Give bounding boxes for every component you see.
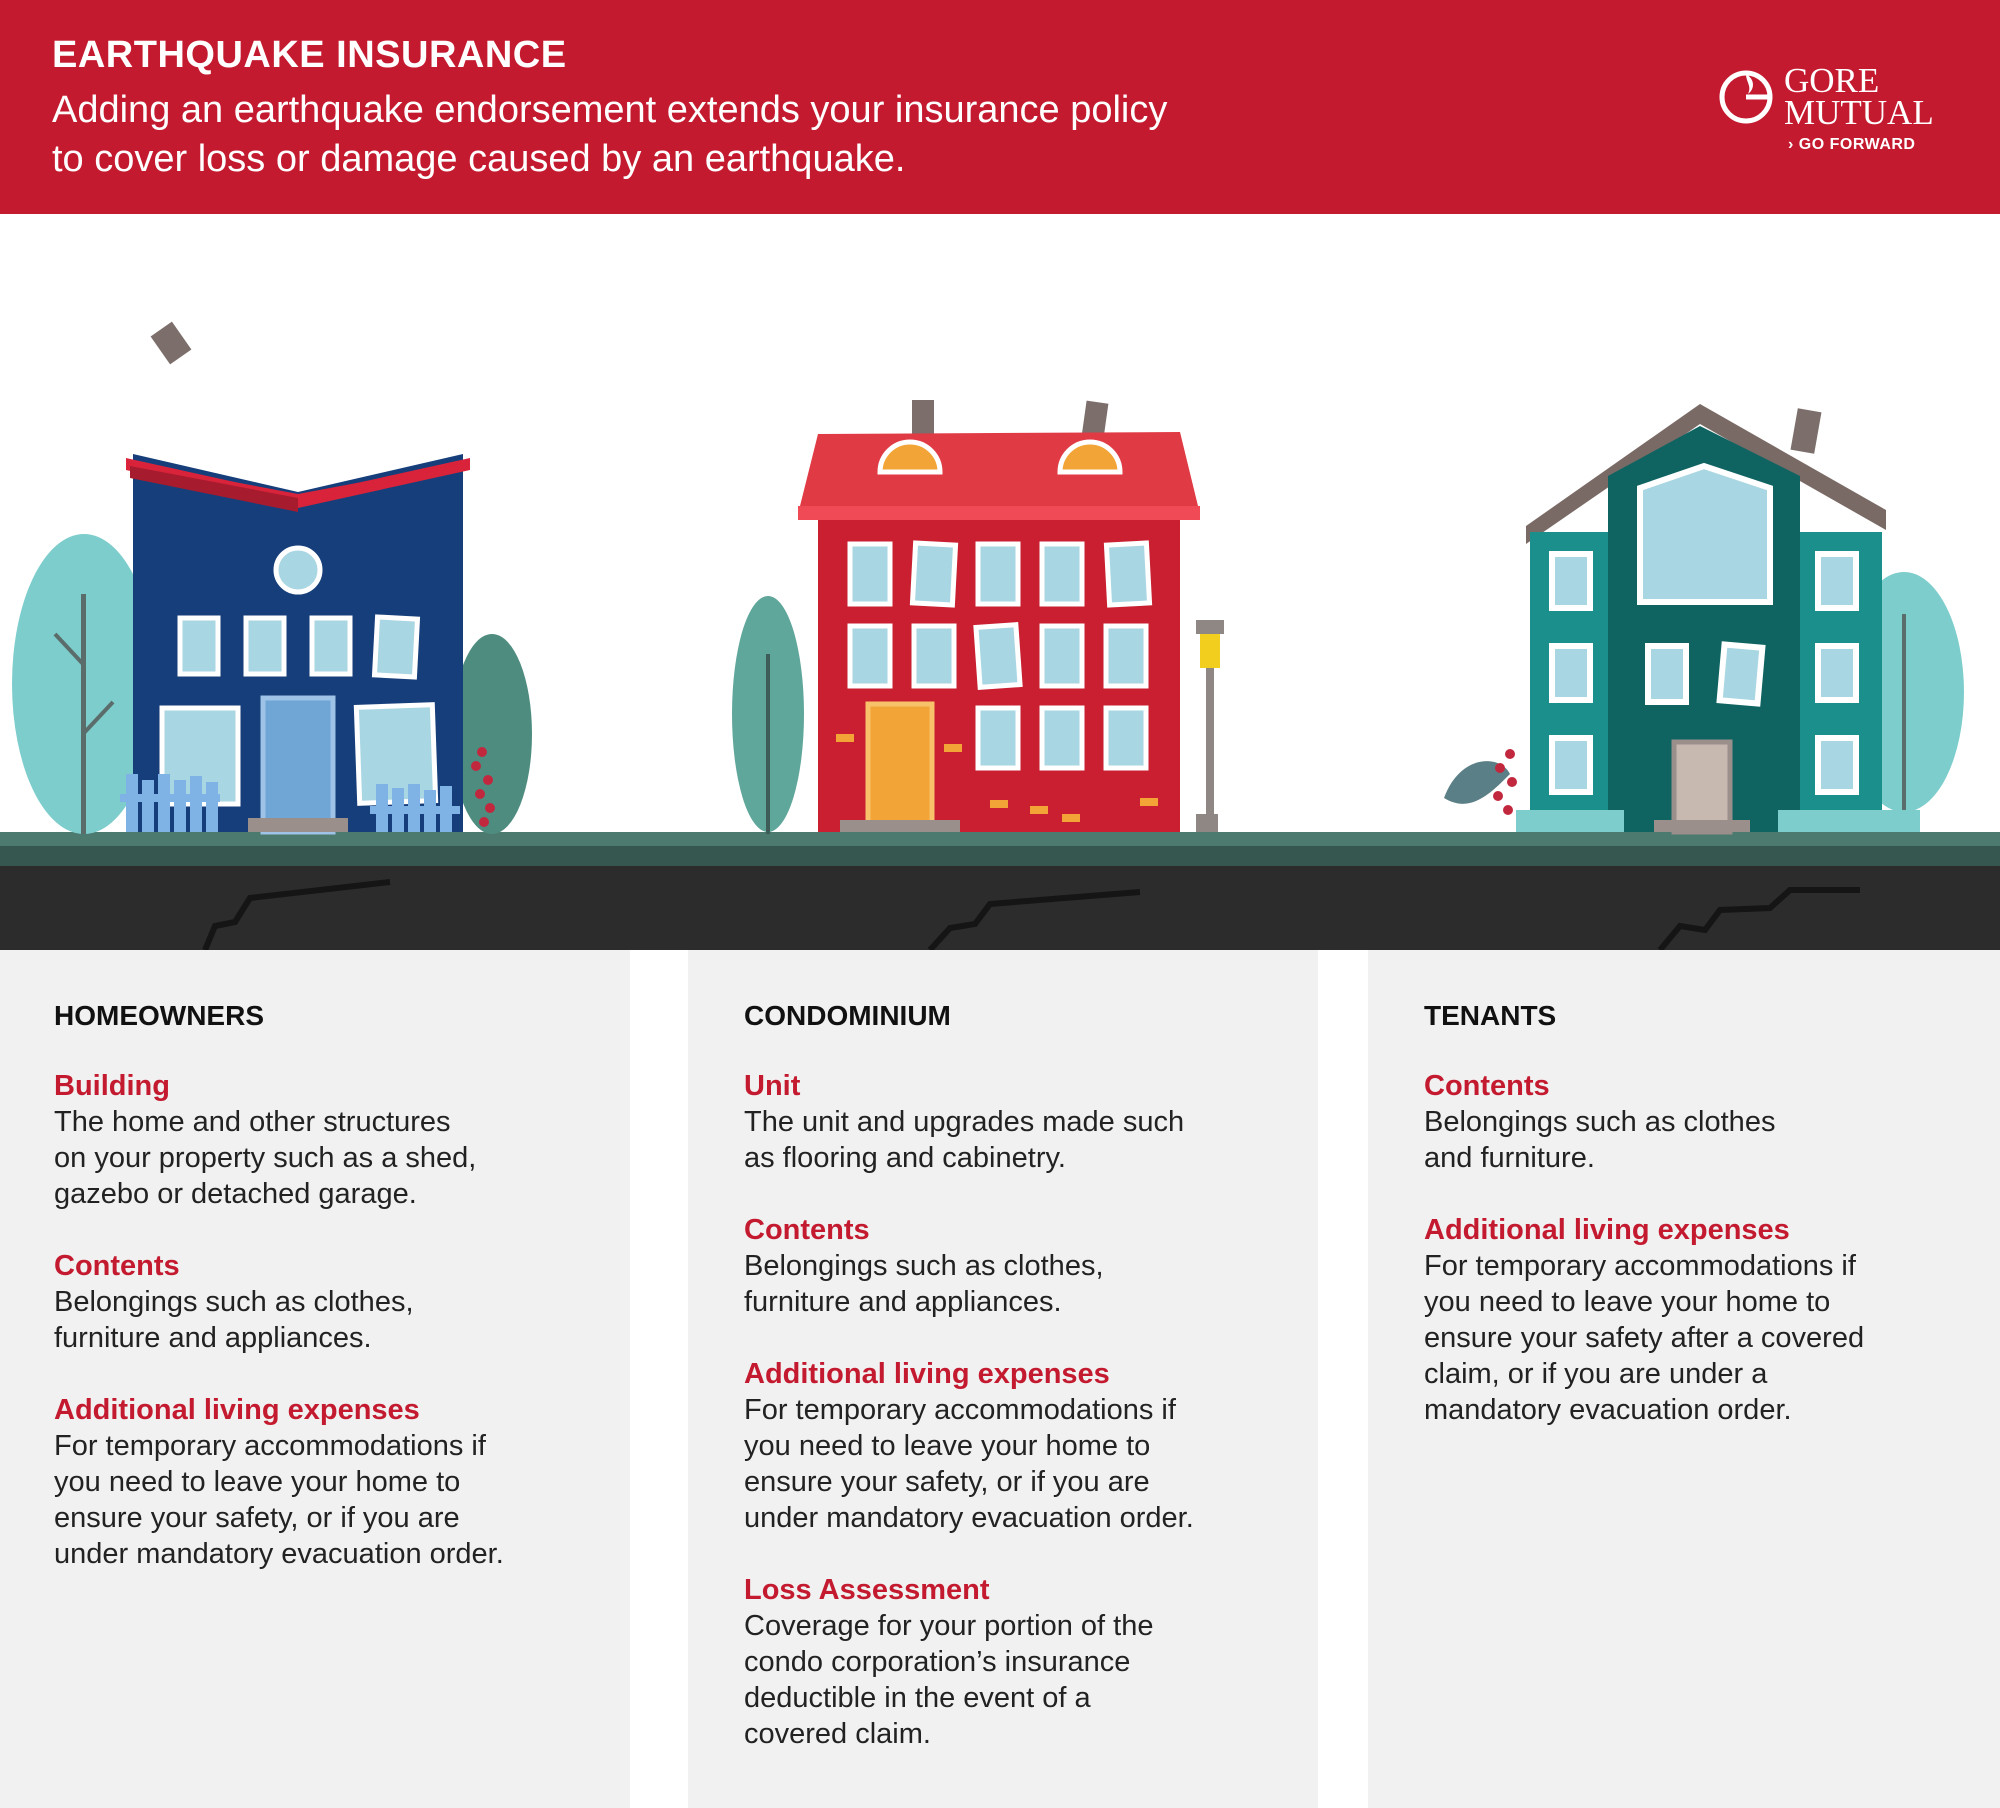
coverage-heading: Additional living expenses	[54, 1394, 420, 1426]
header-banner	[0, 0, 2000, 214]
coverage-heading: Contents	[1424, 1070, 1550, 1102]
coverage-text: For temporary accommodations if	[744, 1394, 1176, 1426]
coverage-text: you need to leave your home to	[54, 1466, 461, 1498]
gore-mutual-logo	[1716, 60, 1956, 160]
condominium-column	[744, 998, 1284, 1788]
coverage-heading: Building	[54, 1070, 170, 1102]
coverage-heading: Contents	[54, 1250, 180, 1282]
condominium-building-illustration	[732, 400, 1224, 834]
coverage-item	[744, 1068, 1284, 1176]
logo-g-icon	[1716, 66, 1778, 128]
homeowners-column	[54, 998, 594, 1608]
tenants-house-illustration	[1444, 404, 1964, 832]
coverage-text: on your property such as a shed,	[54, 1142, 477, 1174]
coverage-text: condo corporation’s insurance	[744, 1646, 1131, 1678]
coverage-text: and furniture.	[1424, 1142, 1595, 1174]
coverage-text: covered claim.	[744, 1718, 931, 1750]
earth-layer	[0, 866, 2000, 950]
coverage-heading: Contents	[744, 1214, 870, 1246]
coverage-heading: Additional living expenses	[744, 1358, 1110, 1390]
coverage-text: Belongings such as clothes,	[744, 1250, 1104, 1282]
coverage-text: ensure your safety, or if you are	[744, 1466, 1150, 1498]
coverage-text: The unit and upgrades made such	[744, 1106, 1185, 1138]
coverage-text: claim, or if you are under a	[1424, 1358, 1768, 1390]
column-title: TENANTS	[1424, 1000, 1557, 1031]
coverage-text: The home and other structures	[54, 1106, 451, 1138]
coverage-item	[744, 1212, 1284, 1320]
subtitle-line-1: Adding an earthquake endorsement extends your insurance policy	[52, 89, 1168, 131]
logo-text-mutual: MUTUAL	[1784, 93, 1934, 132]
logo-tagline: › GO FORWARD	[1788, 136, 1916, 153]
coverage-text: you need to leave your home to	[1424, 1286, 1831, 1318]
coverage-text: For temporary accommodations if	[54, 1430, 486, 1462]
coverage-text: ensure your safety after a covered	[1424, 1322, 1865, 1354]
coverage-text: Belongings such as clothes,	[54, 1286, 414, 1318]
coverage-text: Coverage for your portion of the	[744, 1610, 1154, 1642]
coverage-text: deductible in the event of a	[744, 1682, 1091, 1714]
coverage-item	[744, 1572, 1284, 1752]
page-title: EARTHQUAKE INSURANCE	[52, 34, 567, 76]
coverage-text: furniture and appliances.	[744, 1286, 1062, 1318]
homeowners-house-illustration	[12, 322, 532, 834]
tenants-column	[1424, 998, 1964, 1464]
coverage-text: mandatory evacuation order.	[1424, 1394, 1792, 1426]
coverage-text: as flooring and cabinetry.	[744, 1142, 1066, 1174]
coverage-text: ensure your safety, or if you are	[54, 1502, 460, 1534]
coverage-item	[54, 1392, 594, 1572]
coverage-text: under mandatory evacuation order.	[744, 1502, 1194, 1534]
subtitle-line-2: to cover loss or damage caused by an earthquake.	[52, 138, 906, 180]
logo-text-gore: GORE	[1784, 61, 1880, 100]
coverage-text: under mandatory evacuation order.	[54, 1538, 504, 1570]
page-subtitle	[52, 86, 1402, 184]
coverage-heading: Loss Assessment	[744, 1574, 990, 1606]
coverage-item	[1424, 1068, 1964, 1176]
column-title: HOMEOWNERS	[54, 1000, 264, 1031]
coverage-item	[54, 1068, 594, 1212]
coverage-text: furniture and appliances.	[54, 1322, 372, 1354]
coverage-item	[1424, 1212, 1964, 1428]
ground-strip	[0, 846, 2000, 866]
coverage-text: Belongings such as clothes	[1424, 1106, 1776, 1138]
coverage-text: gazebo or detached garage.	[54, 1178, 417, 1210]
coverage-heading: Unit	[744, 1070, 801, 1102]
column-title: CONDOMINIUM	[744, 1000, 951, 1031]
coverage-text: you need to leave your home to	[744, 1430, 1151, 1462]
coverage-item	[744, 1356, 1284, 1536]
coverage-heading: Additional living expenses	[1424, 1214, 1790, 1246]
earthquake-scene-illustration	[0, 214, 2000, 950]
coverage-item	[54, 1248, 594, 1356]
coverage-text: For temporary accommodations if	[1424, 1250, 1856, 1282]
